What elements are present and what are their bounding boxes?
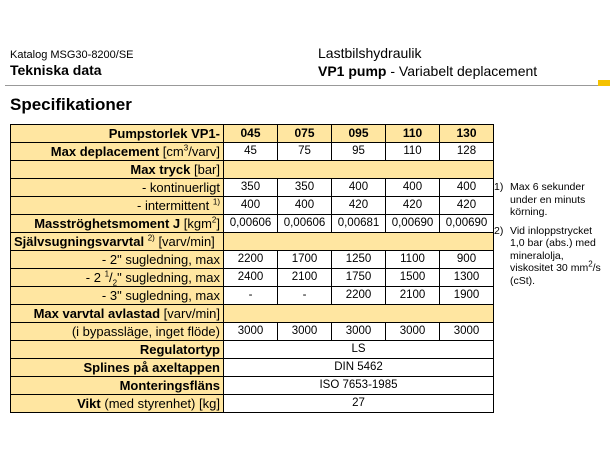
- footnote-2: 2) Vid inloppstrycket 1,0 bar (abs.) med mineralolja, viskositet 30 $mm^2/s$ (cSt).: [494, 224, 601, 287]
- table-cell: 400: [386, 179, 440, 197]
- empty-cell: [224, 161, 494, 179]
- table-cell: ISO 7653-1985: [224, 377, 494, 395]
- table-cell: LS: [224, 341, 494, 359]
- size-header: 110: [386, 125, 440, 143]
- table-cell: 110: [386, 143, 440, 161]
- header-left: [10, 49, 134, 79]
- table-row: [11, 143, 494, 161]
- table-cell: DIN 5462: [224, 359, 494, 377]
- row-label-line-2: - 2" sugledning, max: [11, 251, 224, 269]
- row-label-regulator: Regulatortyp: [11, 341, 224, 359]
- pump-size-label: Pumpstorlek VP1-: [11, 125, 224, 143]
- table-cell: 420: [386, 197, 440, 215]
- table-cell: 2200: [332, 287, 386, 305]
- table-row: [11, 197, 494, 215]
- table-row: [11, 341, 494, 359]
- row-label-pressure: Max tryck [bar]: [11, 161, 224, 179]
- table-cell: -: [278, 287, 332, 305]
- table-cell: 27: [224, 395, 494, 413]
- footnote-1: 1) Max 6 sekunder under en minuts körning.: [494, 181, 586, 218]
- size-header: 095: [332, 125, 386, 143]
- row-label-displacement: Max deplacement $[cm^3/varv]$: [11, 143, 224, 161]
- table-row: [11, 377, 494, 395]
- table-cell: 400: [224, 197, 278, 215]
- table-cell: 0,00606: [278, 215, 332, 233]
- table-cell: 2400: [224, 269, 278, 287]
- table-cell: 0,00690: [440, 215, 494, 233]
- row-label-unloaded: Max varvtal avlastad [varv/min]: [11, 305, 224, 323]
- table-cell: 2100: [386, 287, 440, 305]
- empty-cell: [224, 233, 494, 251]
- table-cell: 1750: [332, 269, 386, 287]
- row-label-flange: Monteringsfläns: [11, 377, 224, 395]
- table-cell: 420: [440, 197, 494, 215]
- product-title: [318, 62, 537, 80]
- table-cell: 1500: [386, 269, 440, 287]
- table-cell: 2100: [278, 269, 332, 287]
- table-cell: 350: [224, 179, 278, 197]
- row-label-intermittent: - intermittent $^{1)}$: [11, 197, 224, 215]
- table-row: [11, 395, 494, 413]
- accent-bar: [598, 80, 610, 86]
- size-header: 075: [278, 125, 332, 143]
- row-label-weight: Vikt (med styrenhet) [kg]: [11, 395, 224, 413]
- empty-cell: [224, 305, 494, 323]
- product-suffix: - Variabelt deplacement: [386, 63, 538, 79]
- row-label-splines: Splines på axeltappen: [11, 359, 224, 377]
- table-cell: 0,00690: [386, 215, 440, 233]
- table-row: [11, 215, 494, 233]
- row-label-self-priming: Självsugningsvarvtal $^{2)}$ [varv/min]: [11, 233, 224, 251]
- table-row: [11, 233, 494, 251]
- header-right: [318, 44, 537, 80]
- table-row: [11, 251, 494, 269]
- table-cell: 1900: [440, 287, 494, 305]
- table-cell: 350: [278, 179, 332, 197]
- table-cell: 45: [224, 143, 278, 161]
- table-row: [11, 269, 494, 287]
- table-cell: 0,00681: [332, 215, 386, 233]
- table-cell: 128: [440, 143, 494, 161]
- table-cell: 0,00606: [224, 215, 278, 233]
- table-cell: 400: [440, 179, 494, 197]
- row-label-line-3: - 3" sugledning, max: [11, 287, 224, 305]
- table-cell: 400: [278, 197, 332, 215]
- row-label-continuous: - kontinuerligt: [11, 179, 224, 197]
- page-title: Specifikationer: [10, 95, 132, 114]
- table-cell: 900: [440, 251, 494, 269]
- product-line: Lastbilshydraulik: [318, 45, 422, 61]
- table-cell: 1100: [386, 251, 440, 269]
- size-header: 130: [440, 125, 494, 143]
- table-cell: 1300: [440, 269, 494, 287]
- size-header: 045: [224, 125, 278, 143]
- row-label-inertia: Masströghetsmoment J [kgm$^2$]: [11, 215, 224, 233]
- table-cell: 75: [278, 143, 332, 161]
- table-cell: 3000: [278, 323, 332, 341]
- table-cell: -: [224, 287, 278, 305]
- table-row: [11, 305, 494, 323]
- table-row: [11, 179, 494, 197]
- table-row: [11, 161, 494, 179]
- table-cell: 3000: [332, 323, 386, 341]
- table-cell: 2200: [224, 251, 278, 269]
- table-cell: 3000: [386, 323, 440, 341]
- spec-table: [10, 124, 494, 413]
- table-cell: 3000: [440, 323, 494, 341]
- row-label-line-2-5: - 2 $^1/_2$" sugledning, max: [11, 269, 224, 287]
- footnotes: [494, 181, 609, 293]
- table-cell: 420: [332, 197, 386, 215]
- table-row: [11, 359, 494, 377]
- table-row: [11, 287, 494, 305]
- table-cell: 1700: [278, 251, 332, 269]
- header-divider: [5, 85, 600, 86]
- product-name: VP1 pump: [318, 63, 387, 79]
- table-cell: 3000: [224, 323, 278, 341]
- table-cell: 400: [332, 179, 386, 197]
- row-label-bypass: (i bypassläge, inget flöde): [11, 323, 224, 341]
- table-cell: 95: [332, 143, 386, 161]
- table-row: [11, 323, 494, 341]
- table-row: [11, 125, 494, 143]
- table-cell: 1250: [332, 251, 386, 269]
- catalog-number: Katalog MSG30-8200/SE: [10, 49, 134, 61]
- section-title: Tekniska data: [10, 62, 102, 78]
